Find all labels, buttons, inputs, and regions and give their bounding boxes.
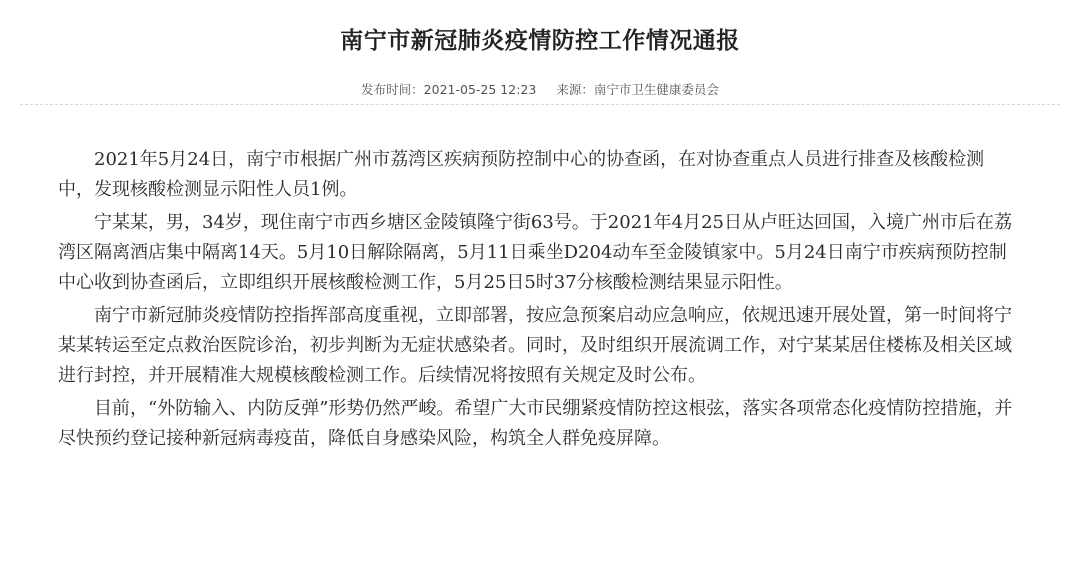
paragraph-2: 宁某某，男，34岁，现住南宁市西乡塘区金陵镇隆宁街63号。于2021年4月25日从卢旺达回国，入境广州市后在荔湾区隔离酒店集中隔离14天。5月10日解除隔离，5月11日乘坐D204动车至金陵镇家中。5月24日南宁市疾病预防控制中心收到协查函后，立即组织开展核酸检测工作，5月25日5时37分核酸检测结果显示阳性。	[58, 212, 1012, 293]
article-meta	[0, 80, 1080, 98]
paragraph-1: 2021年5月24日，南宁市根据广州市荔湾区疾病预防控制中心的协查函，在对协查重点人员进行排查及核酸检测中，发现核酸检测显示阳性人员1例。	[58, 149, 985, 200]
header-divider	[20, 104, 1060, 105]
article-body	[58, 145, 1018, 457]
paragraph-3: 南宁市新冠肺炎疫情防控指挥部高度重视，立即部署，按应急预案启动应急响应，依规迅速开展处置，第一时间将宁某某转运至定点救治医院诊治，初步判断为无症状感染者。同时，及时组织开展流调工作，对宁某某居住楼栋及相关区域进行封控，并开展精准大规模核酸检测工作。后续情况将按照有关规定及时公布。	[58, 305, 1012, 386]
paragraph-4: 目前，“外防输入、内防反弹”形势仍然严峻。希望广大市民绷紧疫情防控这根弦，落实各项常态化疫情防控措施，并尽快预约登记接种新冠病毒疫苗，降低自身感染风险，构筑全人群免疫屏障。	[58, 398, 1013, 449]
source-name: 南宁市卫生健康委员会	[593, 82, 719, 97]
source-label: 来源：	[556, 82, 594, 97]
publish-time: 2021-05-25 12:23	[423, 82, 537, 97]
publish-time-label: 发布时间：	[361, 82, 424, 97]
article-title: 南宁市新冠肺炎疫情防控工作情况通报	[340, 28, 740, 54]
